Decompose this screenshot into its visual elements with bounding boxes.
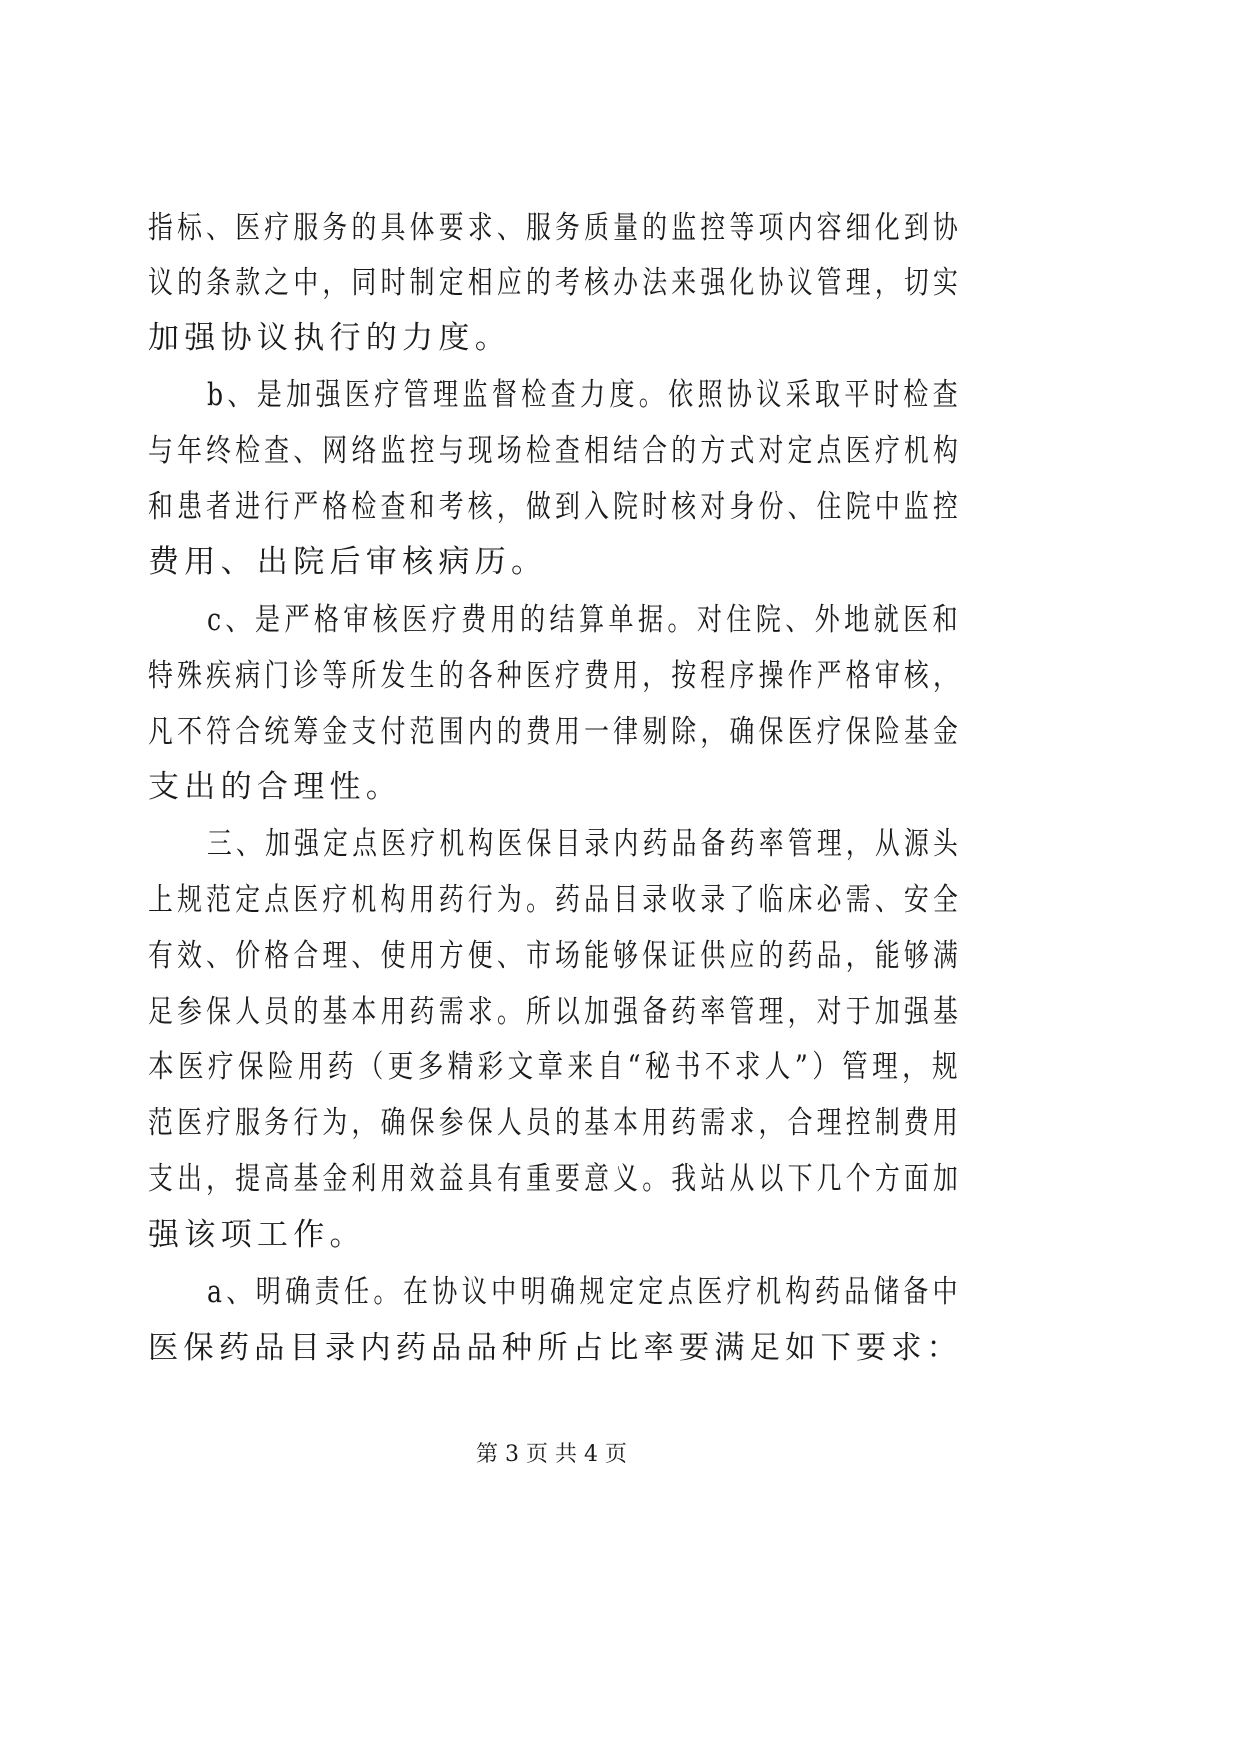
text-line: 医保药品目录内药品品种所占比率要满足如下要求： bbox=[148, 1330, 963, 1366]
text-line: 议的条款之中，同时制定相应的考核办法来强化协议管理，切实 bbox=[148, 265, 963, 301]
text-line: 费用、出院后审核病历。 bbox=[148, 544, 548, 580]
text-line: 凡不符合统筹金支付范围内的费用一律剔除，确保医疗保险基金 bbox=[148, 714, 963, 750]
page-number: 第 3 页 共 4 页 bbox=[476, 1442, 627, 1467]
text-line: 指标、医疗服务的具体要求、服务质量的监控等项内容细化到协 bbox=[148, 210, 963, 246]
text-line: 上规范定点医疗机构用药行为。药品目录收录了临床必需、安全 bbox=[148, 882, 963, 918]
text-line: 加强协议执行的力度。 bbox=[148, 320, 511, 356]
text-line: 强该项工作。 bbox=[148, 1217, 366, 1253]
text-line: 三、加强定点医疗机构医保目录内药品备药率管理，从源头 bbox=[207, 826, 963, 862]
text-line: 与年终检查、网络监控与现场检查相结合的方式对定点医疗机构 bbox=[148, 433, 963, 469]
text-line: b、是加强医疗管理监督检查力度。依照协议采取平时检查 bbox=[207, 377, 962, 413]
text-line: 足参保人员的基本用药需求。所以加强备药率管理，对于加强基 bbox=[148, 994, 963, 1030]
text-line: 和患者进行严格检查和考核，做到入院时核对身份、住院中监控 bbox=[148, 489, 963, 525]
text-line: 支出，提高基金利用效益具有重要意义。我站从以下几个方面加 bbox=[148, 1161, 963, 1197]
text-line: 有效、价格合理、使用方便、市场能够保证供应的药品，能够满 bbox=[148, 938, 963, 974]
text-line: 本医疗保险用药（更多精彩文章来自“秘书不求人”）管理，规 bbox=[148, 1049, 963, 1085]
text-line: a、明确责任。在协议中明确规定定点医疗机构药品储备中 bbox=[207, 1274, 962, 1310]
text-line: 范医疗服务行为，确保参保人员的基本用药需求，合理控制费用 bbox=[148, 1105, 963, 1141]
text-line: 支出的合理性。 bbox=[148, 769, 403, 805]
text-line: c、是严格审核医疗费用的结算单据。对住院、外地就医和 bbox=[207, 602, 963, 638]
text-line: 特殊疾病门诊等所发生的各种医疗费用，按程序操作严格审核， bbox=[148, 658, 963, 694]
